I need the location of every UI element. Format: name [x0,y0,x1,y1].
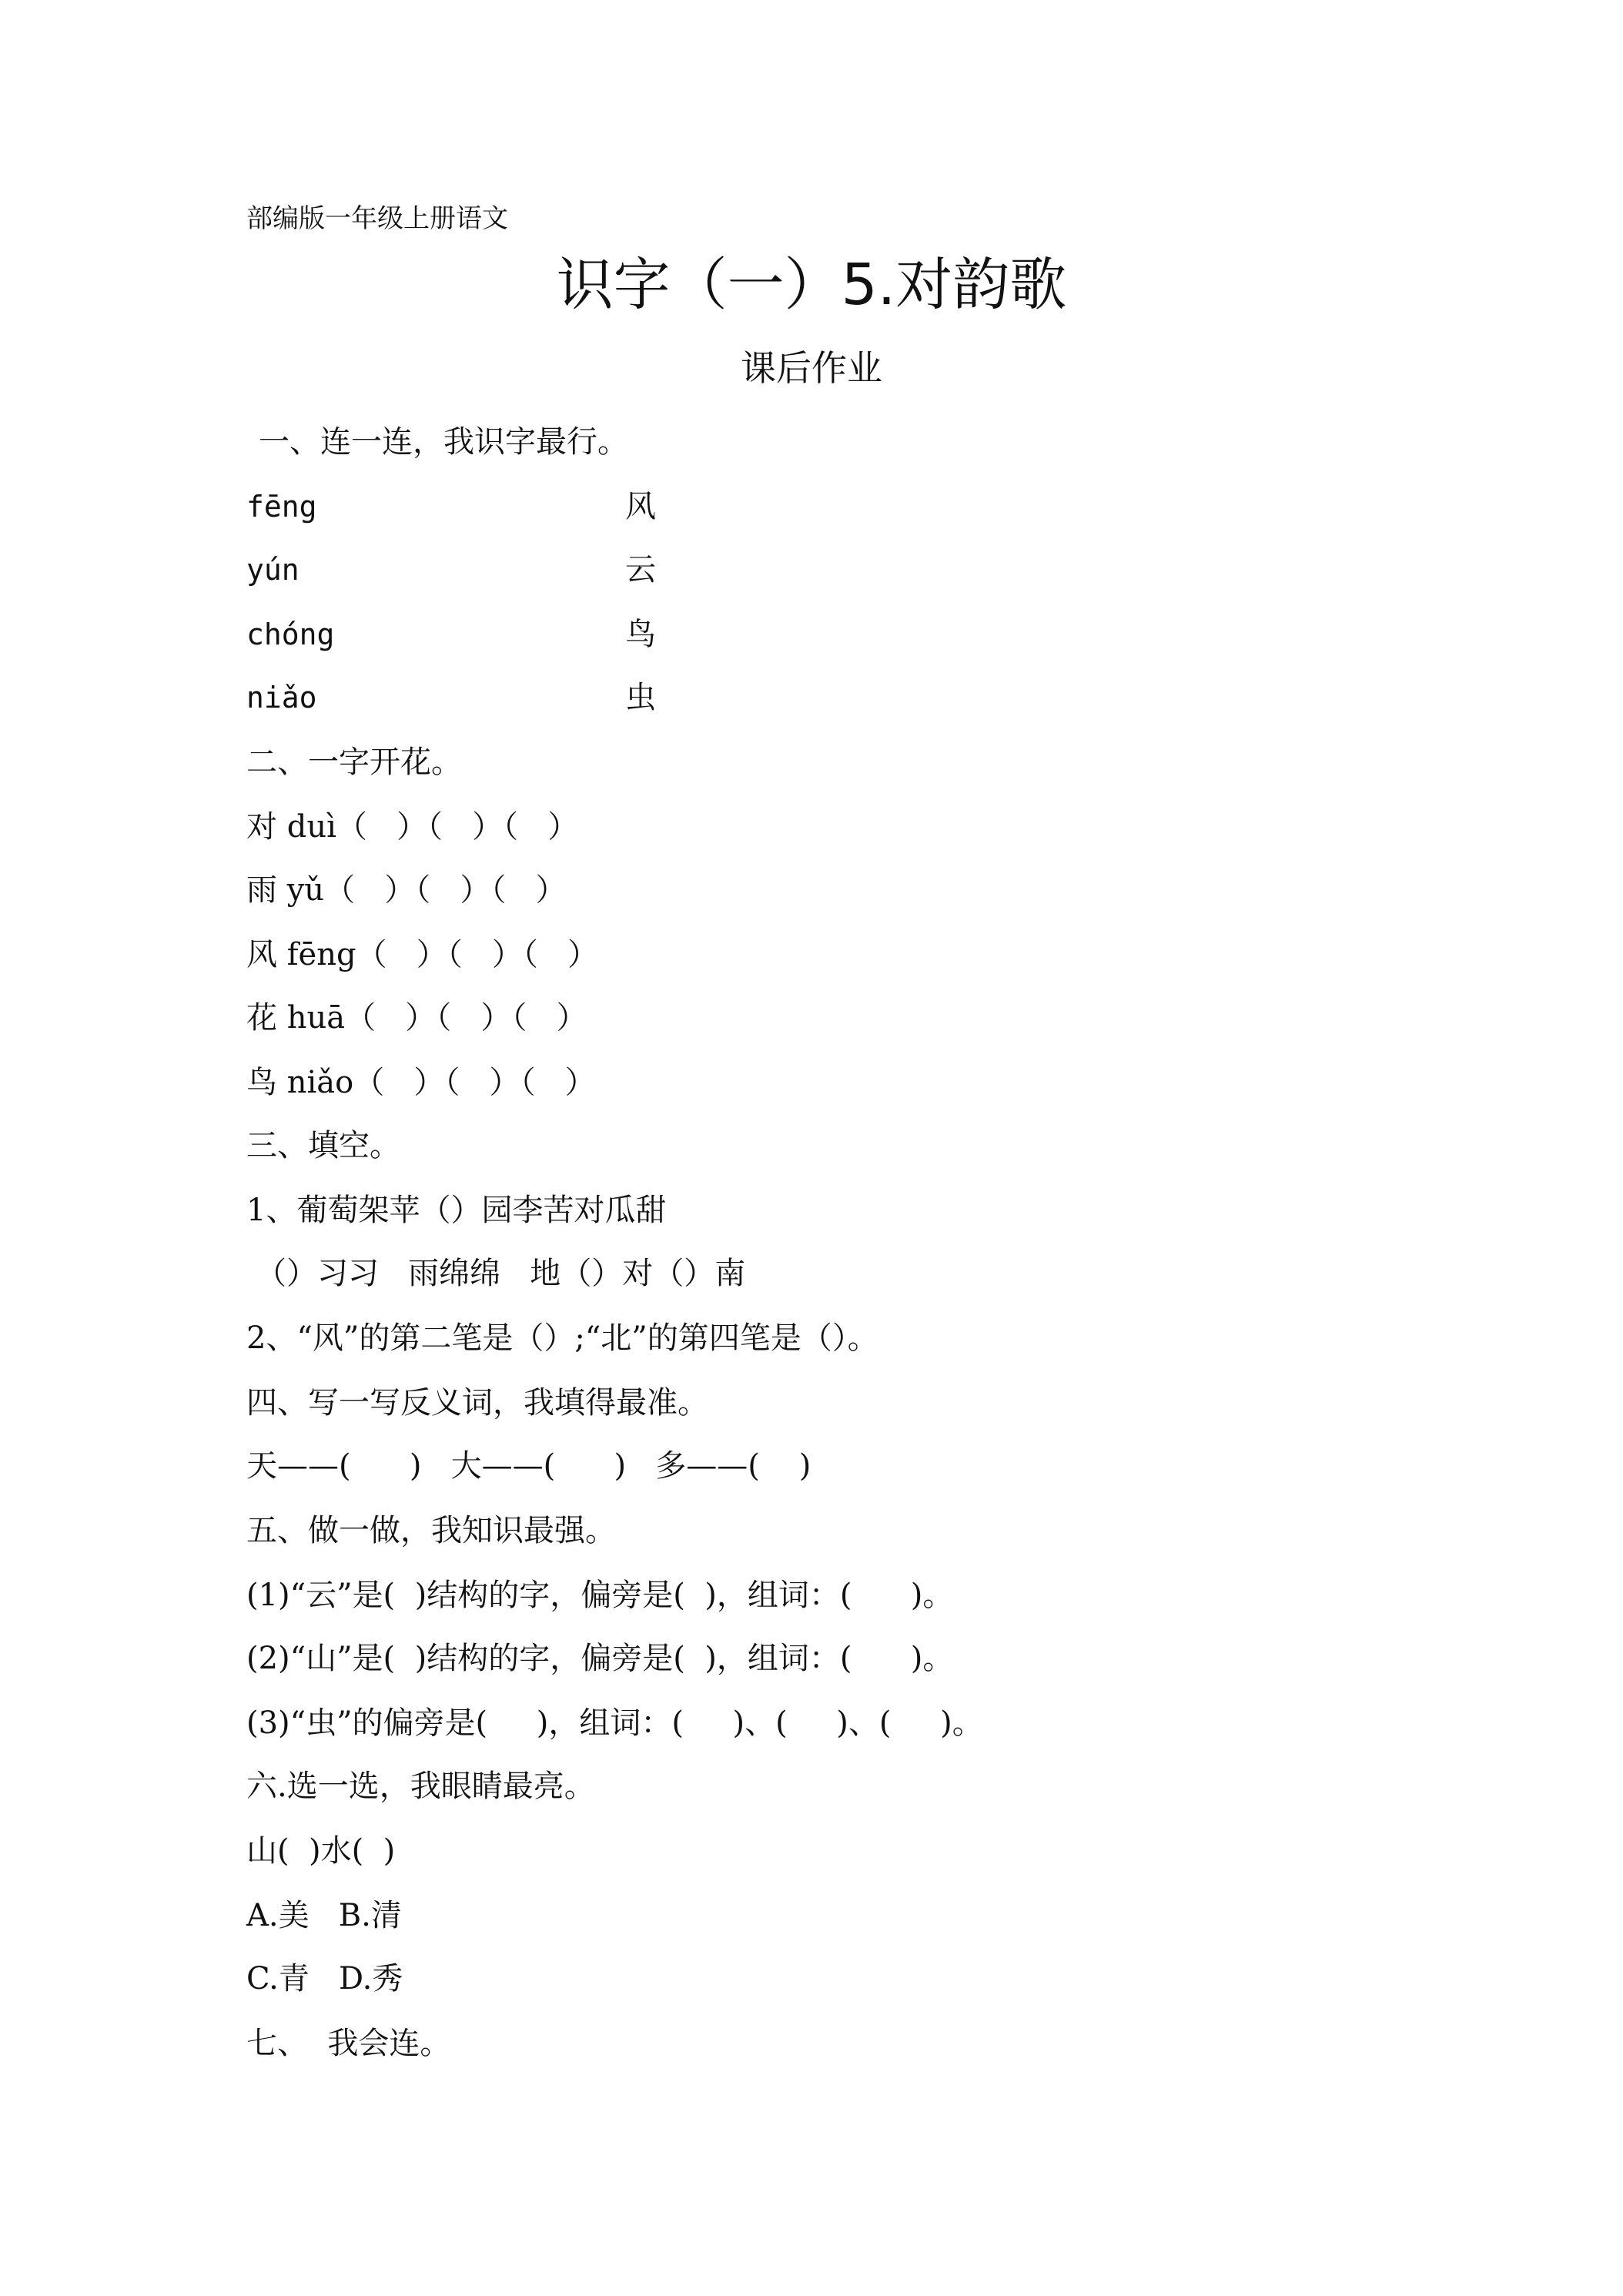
structure-question: (2)“山”是( )结构的字，偏旁是( )，组词：( )。 [246,1641,954,1676]
structure-question: (1)“云”是( )结构的字，偏旁是( )，组词：( )。 [246,1578,954,1613]
word-bloom-row: 对 duì（ ）（ ）（ ） [246,809,579,845]
series-label: 部编版一年级上册语文 [246,203,508,234]
antonym-line: 天——( ) 大——( ) 多——( ) [246,1448,812,1484]
pinyin-item: chóng [246,618,335,651]
pinyin-item: niǎo [246,681,317,715]
fill-blank-line: 2、“风”的第二笔是（）;“北”的第四笔是（）。 [246,1320,878,1356]
section-6-heading: 六.选一选，我眼睛最亮。 [246,1769,595,1804]
document-title: 识字（一）5.对韵歌 [556,252,1067,318]
document-subtitle: 课后作业 [741,347,882,389]
word-bloom-row: 风 fēng（ ）（ ）（ ） [246,937,598,972]
structure-question: (3)“虫”的偏旁是( )，组词：( )、( )、( )。 [246,1705,983,1741]
character-item: 虫 [625,680,656,715]
word-bloom-row: 雨 yǔ（ ）（ ）（ ） [246,872,567,908]
choice-options: A.美 B.清 [246,1898,402,1933]
section-7-heading: 七、 我会连。 [246,2026,451,2061]
character-item: 风 [625,489,656,524]
pinyin-item: yún [246,553,300,587]
fill-blank-line: （）习习 雨绵绵 地（）对（）南 [256,1256,746,1291]
character-item: 云 [625,552,656,587]
character-item: 鸟 [625,617,656,652]
word-bloom-row: 鸟 niǎo（ ）（ ）（ ） [246,1065,596,1100]
fill-blank-line: 1、葡萄架苹（）园李苦对瓜甜 [246,1193,667,1228]
section-5-heading: 五、做一做，我知识最强。 [246,1513,616,1548]
section-2-heading: 二、一字开花。 [246,745,462,780]
section-4-heading: 四、写一写反义词，我填得最准。 [246,1385,708,1421]
section-3-heading: 三、填空。 [246,1128,400,1163]
choice-question: 山( )水( ) [246,1833,396,1869]
section-1-heading: 一、连一连，我识字最行。 [259,424,628,460]
pinyin-item: fēng [246,490,317,524]
word-bloom-row: 花 huā（ ）（ ）（ ） [246,1000,587,1036]
choice-options: C.青 D.秀 [246,1961,403,1996]
